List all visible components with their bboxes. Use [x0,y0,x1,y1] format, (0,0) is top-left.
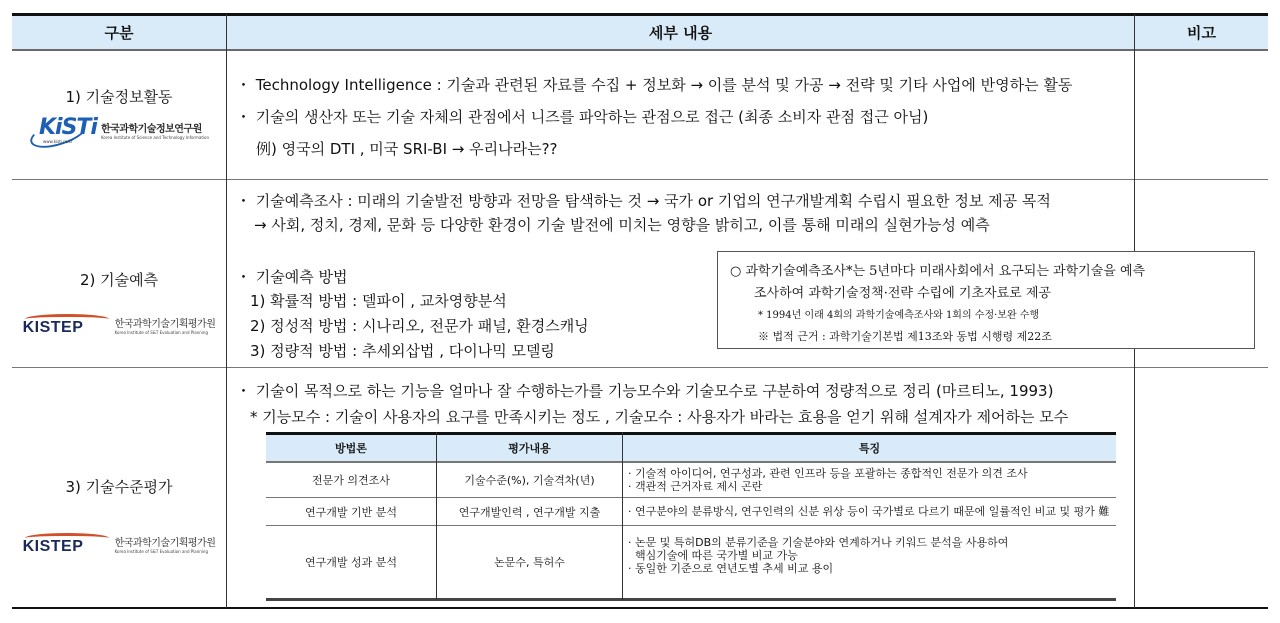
feature-item: 핵심기술에 따른 국가별 비교 가능 [628,549,798,562]
kistep-logo-name [115,534,216,554]
detail-line: 例) 영국의 DTI , 미국 SRI-BI → 우리나라는?? [256,140,558,158]
forecast-callout-box [717,251,1255,349]
features-cell [628,536,1008,575]
method-cell: 전문가 의견조사 [312,474,390,487]
detail-line: ・ 기술예측 방법 [236,268,348,286]
callout-line: 조사하여 과학기술정책·전략 수립에 기초자료로 제공 [754,286,1051,301]
detail-line: ・ Technology Intelligence : 기술과 관련된 자료를 수집 + 정보화 → 이를 분석 및 가공 → 전략 및 기타 사업에 반영하는 활동 [236,76,1073,94]
content-cell: 연구개발인력 , 연구개발 지출 [458,505,601,519]
kisti-name-en: Korea Institute of Science and Technology Information [100,135,210,140]
detail-line: 3) 정량적 방법 : 추세외삽법 , 다이나믹 모델링 [250,342,555,360]
features-cell [628,467,1028,493]
features-cell [628,505,1109,518]
callout-note: ※ 법적 근거 : 과학기술기본법 제13조와 동법 시행령 제22조 [758,330,1052,343]
header-remarks [1135,14,1268,50]
kistep-name-en: Korea Institute of S&T Evaluation and Planning [114,548,209,554]
feature-item: · 동일한 기준으로 연년도별 추세 비교 용이 [628,562,834,575]
detail-line: 2) 정성적 방법 : 시나리오, 전문가 패널, 환경스캐닝 [250,317,589,335]
sub-header-method: 방법론 [335,442,367,455]
feature-item: · 객관적 근거자료 제시 곤란 [628,480,763,493]
kisti-logo-name [101,120,209,140]
header-remarks-label: 비고 [1187,23,1216,42]
header-category [12,14,226,50]
kisti-name-ko: 한국과학기술정보연구원 [100,124,202,135]
kistep-name-ko: 한국과학기술기획평가원 [114,318,216,330]
detail-line: ・ 기술의 생산자 또는 기술 자체의 관점에서 니즈를 파악하는 관점으로 접근 (최종 소비자 관점 접근 아님) [236,108,929,126]
kisti-mark-text: KiSTi [38,115,97,140]
method-cell: 연구개발 기반 분석 [304,505,397,519]
detail-line: 1) 확률적 방법 : 델파이 , 교차영향분석 [250,292,507,310]
detail-line: * 기능모수 : 기술이 사용자의 요구를 만족시키는 정도 , 기술모수 : 사용자가 바라는 효용을 얻기 위해 설계자가 제어하는 모수 [250,408,1069,426]
kistep-mark-text: KISTEP [22,318,84,336]
detail-line: → 사회, 정치, 경제, 문화 등 다양한 환경이 기술 발전에 미치는 영향을 밝히고, 이를 통해 미래의 실현가능성 예측 [254,216,990,234]
table-bottom-border [12,607,1268,609]
kistep-mark-text: KISTEP [22,537,84,555]
kisti-url: www.kisti.re.kr [42,139,73,144]
sub-header-features: 특징 [858,442,881,455]
kisti-logo [29,115,209,145]
kistep-logo-name [115,315,216,335]
header-details [227,14,1134,50]
kistep-logo-mark [23,533,109,555]
row-divider [12,179,1268,180]
row-3-category [12,470,226,560]
callout-note: * 1994년 이래 4회의 과학기술예측조사와 1회의 수정·보완 수행 [758,310,1040,321]
header-category-label: 구분 [104,23,134,42]
category-label: 3) 기술수준평가 [65,477,173,496]
row-1-category [12,52,226,179]
table-header-border [12,49,1268,51]
content-cell: 논문수, 특허수 [494,556,565,569]
sub-header-content: 평가내용 [508,442,551,455]
feature-item: · 기술적 아이디어, 연구성과, 관련 인프라 등을 포괄하는 종합적인 전문가 의견 조사 [628,467,1028,480]
header-details-label: 세부 내용 [648,23,713,42]
kistep-logo-mark [23,314,109,336]
category-label: 1) 기술정보활동 [65,88,173,106]
method-cell: 연구개발 성과 분석 [304,556,397,569]
kistep-logo [23,314,216,336]
detail-line: ・ 기술이 목적으로 하는 기능을 얼마나 잘 수행하는가를 기능모수와 기술모수로 구분하여 정량적으로 정리 (마르티노, 1993) [236,382,1054,400]
kistep-logo [23,533,216,555]
kistep-name-en: Korea Institute of S&T Evaluation and Planning [114,329,209,335]
category-label: 2) 기술예측 [79,270,159,289]
detail-line: ・ 기술예측조사 : 미래의 기술발전 방향과 전망을 탐색하는 것 → 국가 or 기업의 연구개발계획 수립시 필요한 정보 제공 목적 [236,192,1051,210]
callout-line: ○ 과학기술예측조사*는 5년마다 미래사회에서 요구되는 과학기술을 예측 [730,264,1146,279]
row-2-category [12,252,226,352]
sub-table-bottom-border [266,598,1116,601]
feature-item: · 논문 및 특허DB의 분류기준을 기술분야와 연계하거나 키워드 분석을 사용하여 [628,536,1009,549]
content-cell: 기술수준(%), 기술격차(년) [464,474,595,487]
feature-item: · 연구분야의 분류방식, 연구인력의 신분 위상 등이 국가별로 다르기 때문에 일률적인 비교 및 평가 難 [628,505,1110,518]
kisti-logo-mark [29,115,95,145]
table-top-border [12,13,1268,16]
column-divider [226,14,227,608]
kistep-name-ko: 한국과학기술기획평가원 [114,537,216,549]
row-divider [12,367,1268,368]
